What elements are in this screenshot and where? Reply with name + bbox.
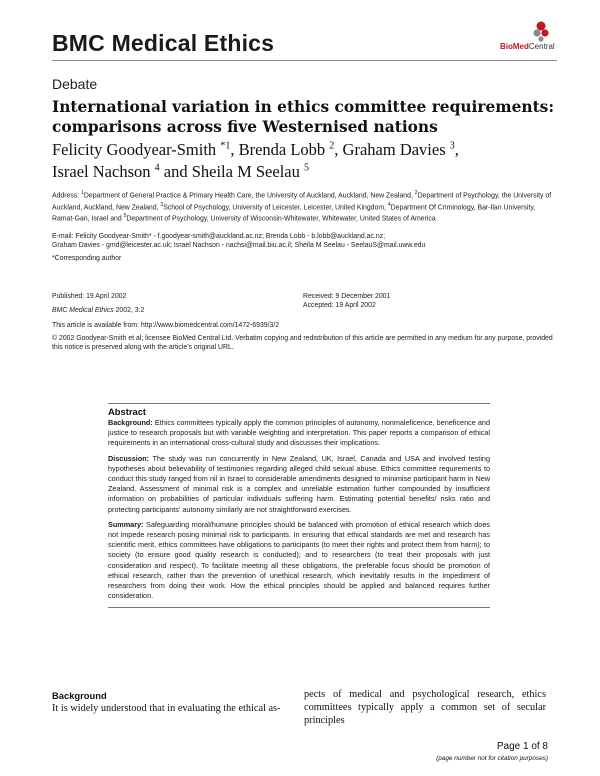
abstract-discussion bbox=[108, 454, 490, 515]
abstract-background bbox=[108, 418, 490, 449]
author-separator: and bbox=[159, 162, 192, 181]
logo-wordmark bbox=[500, 42, 555, 51]
author-affiliation-mark: 3 bbox=[449, 140, 455, 151]
header-rule bbox=[52, 60, 557, 61]
author-separator: , bbox=[230, 139, 239, 159]
email-line: E-mail: Felicity Goodyear-Smith* - f.goodyear-smith@auckland.ac.nz; Brenda Lobb - b.lobb@auckland.ac.nz; bbox=[52, 233, 386, 240]
history-info bbox=[303, 292, 543, 311]
abstract-label: Summary: bbox=[108, 519, 144, 529]
body-column-right: pects of medical and psychological research, ethics committees typically apply a common set of secular principles bbox=[304, 689, 546, 726]
author bbox=[192, 162, 309, 181]
address-number: 1 bbox=[81, 190, 84, 196]
author-name: Israel Nachson bbox=[52, 162, 151, 181]
journal-title: BMC Medical Ethics bbox=[52, 30, 275, 56]
citation bbox=[52, 306, 292, 315]
citation-volume: 2002, 3:2 bbox=[113, 307, 145, 315]
abstract-box bbox=[108, 403, 490, 608]
abstract-label: Discussion: bbox=[108, 453, 150, 463]
author-affiliation-mark: 5 bbox=[304, 162, 309, 174]
received-date: Received: 9 December 2001 bbox=[303, 293, 391, 300]
author bbox=[52, 162, 192, 181]
author-name: Sheila M Seelau bbox=[191, 162, 300, 181]
address-number: 2 bbox=[414, 190, 418, 196]
article-title: International variation in ethics committee requirements: comparisons across five Westernised nations bbox=[52, 98, 555, 136]
accepted-date: Accepted: 19 April 2002 bbox=[303, 302, 376, 310]
copyright-notice: © 2002 Goodyear-Smith et al; licensee BioMed Central Ltd. Verbatim copying and redistribution of this article are permitted in any medium for any purpose, provided this notice is preserved along with the article's original URL. bbox=[52, 335, 553, 352]
author-affiliation-mark: 4 bbox=[154, 162, 160, 174]
citation-journal: BMC Medical Ethics bbox=[52, 307, 114, 315]
abstract-label: Background: bbox=[108, 418, 153, 427]
abstract-text: Safeguarding moral/humane principles should be balanced with promotion of ethical research which does not impede research posing minimal risk to participants. In ensuring that ethical standards are met and research has scientific merit, ethics committees have obligations to participants (to meet their rights and protect them from harm); to society (to ensure good quality research is conducted); and to researchers (to treat their proposals with just consideration and respect). To facilitate meeting all these obligations, the preferable focus should be promotion of ethical research, rather than the prevention of unethical research, which inevitably results in the impediment of researchers from doing their work. How the ethical principles should be applied and balanced requires further consideration. bbox=[108, 519, 490, 601]
author-addresses bbox=[52, 189, 557, 224]
corresponding-author: *Corresponding author bbox=[52, 255, 122, 262]
background-heading: Background bbox=[52, 690, 107, 701]
article-type: Debate bbox=[52, 76, 98, 92]
author-affiliation-mark: *1 bbox=[220, 140, 231, 151]
availability-link[interactable]: This article is available from: http://www.biomedcentral.com/1472-6939/3/2 bbox=[52, 322, 280, 329]
author-name: Brenda Lobb bbox=[238, 139, 326, 159]
address-number: 3 bbox=[160, 201, 164, 208]
logo-text-central: Central bbox=[528, 42, 555, 51]
author-name: Felicity Goodyear-Smith bbox=[52, 139, 217, 159]
author bbox=[239, 140, 343, 159]
address-text: School of Psychology, University of Leicester, Leicester, United Kingdom, bbox=[163, 204, 388, 211]
author-affiliation-mark: 2 bbox=[329, 140, 335, 151]
body-column-left: It is widely understood that in evaluating the ethical as- bbox=[52, 703, 281, 714]
abstract-summary bbox=[108, 520, 490, 602]
address-number: 5 bbox=[123, 213, 127, 220]
author bbox=[343, 140, 459, 159]
address-number: 4 bbox=[387, 201, 391, 208]
address-text: Department of General Practice & Primary Health Care, the University of Auckland, Auckland, New Zealand, bbox=[83, 192, 415, 200]
email-list bbox=[52, 232, 557, 251]
page-number-note: (page number not for citation purposes) bbox=[436, 755, 548, 762]
published-date: Published: 19 April 2002 bbox=[52, 293, 127, 300]
author-name: Graham Davies bbox=[342, 139, 446, 159]
logo-text-biomed: BioMed bbox=[500, 42, 529, 51]
author-separator: , bbox=[334, 139, 343, 159]
biomed-logo-icon bbox=[531, 20, 551, 42]
author-list bbox=[52, 136, 557, 181]
author bbox=[52, 140, 239, 159]
page-number: Page 1 of 8 bbox=[496, 741, 548, 752]
publication-info bbox=[52, 292, 292, 316]
address-text: Department of Psychology, University of Wisconsin-Whitewater, Whitewater, United States of America bbox=[126, 215, 436, 223]
abstract-heading: Abstract bbox=[108, 406, 147, 417]
biomed-central-logo bbox=[500, 20, 560, 54]
author-separator: , bbox=[454, 139, 459, 159]
address-text: Department Of Criminology, Bar-Ilan University, Ramat-Gan, Israel and bbox=[52, 204, 536, 223]
address-text: Department of Psychology, the University of Auckland, Auckland, New Zealand, bbox=[52, 192, 552, 211]
abstract-text: Ethics committees typically apply the common principles of autonomy, nonmaleficence, beneficence and justice to research proposals but with variable weighting and interpretation. This paper reports a comparison of ethical requirements in an international cross-cultural study and discusses their implications. bbox=[108, 418, 490, 448]
email-line: Graham Davies - gmd@leicester.ac.uk; Israel Nachson - nachsi@mail.biu.ac.il; Sheila M Seelau - SeelauS@mail.uww.edu bbox=[52, 242, 426, 250]
address-label: Address: bbox=[52, 192, 82, 200]
abstract-text: The study was run concurrently in New Zealand, UK, Israel, Canada and USA and involved testing hypotheses about believability of testimonies regarding alleged child sexual abuse. Ethics committee requirements to conduct this study ranged from nil in Israel to considerable amendments designed to minimise participant harm in New Zealand. Assessment of minimal risk is a complex and unreliable estimation further compounded by insufficient information on probabilities of particular individuals suffering harm. Estimating potential benefits/ risks ratio and protecting participants' autonomy similarly are not straightforward exercises. bbox=[108, 453, 490, 514]
